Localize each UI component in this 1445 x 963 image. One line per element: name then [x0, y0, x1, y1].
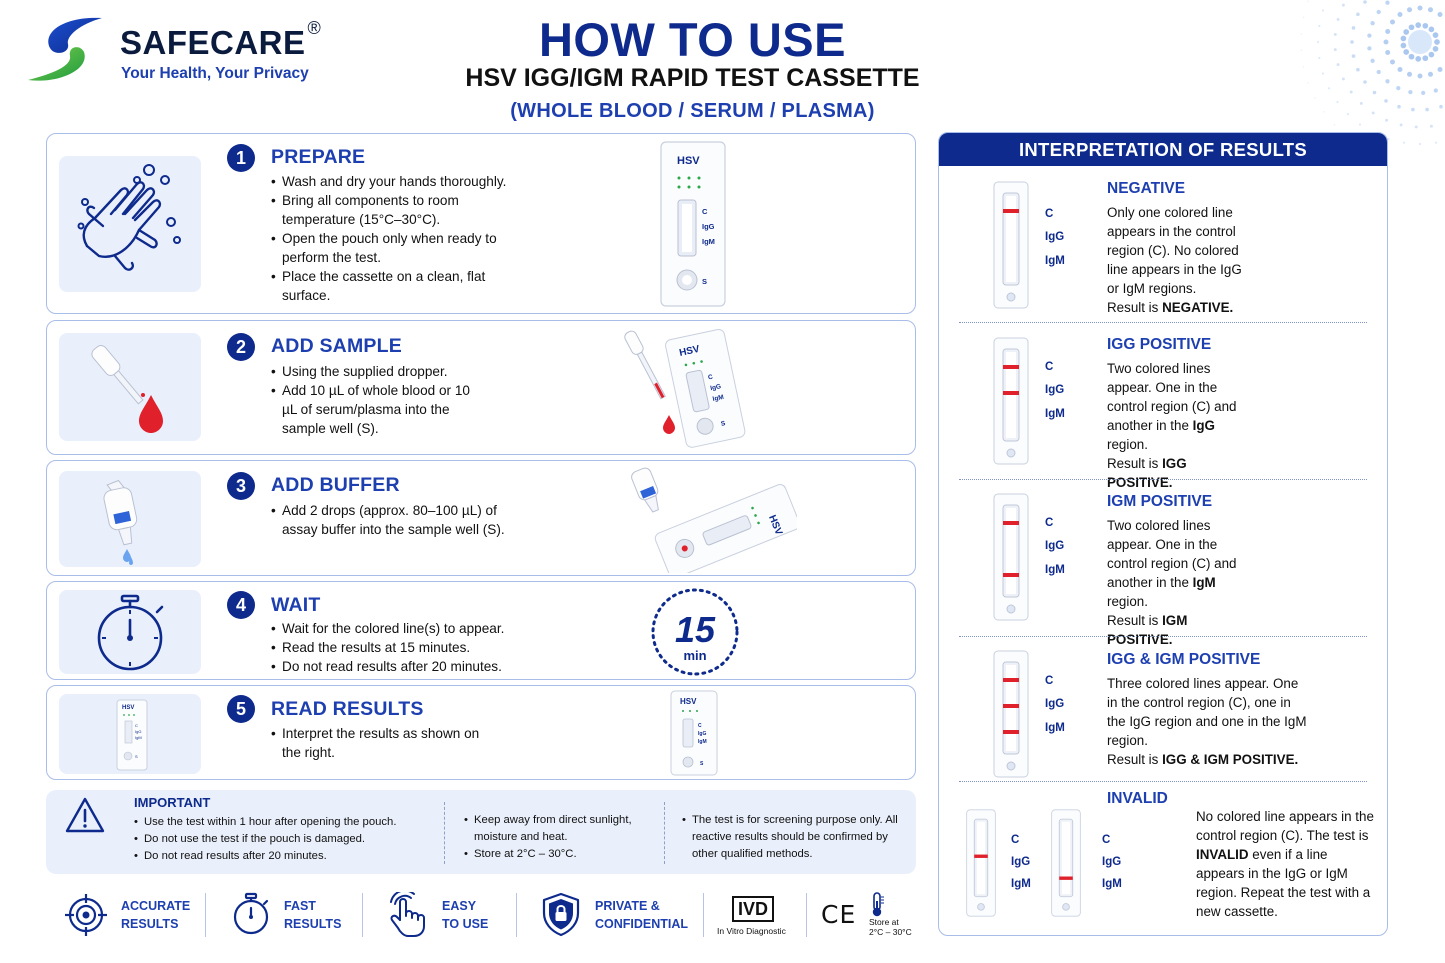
burst-dot [1408, 90, 1412, 94]
burst-dot [1425, 108, 1429, 112]
result-line-igm [1059, 877, 1073, 880]
cassette-label-igm: IgM [135, 735, 142, 740]
burst-dot [1422, 23, 1428, 29]
label-c: C [1011, 834, 1020, 846]
burst-dot [1439, 105, 1443, 109]
cassette-label-igg: IgG [698, 731, 707, 737]
burst-dot [1360, 102, 1363, 105]
cassette-label-igg: IgG [702, 222, 715, 231]
result-description: No colored line appears in the control region (C). The test is INVALID even if a line appears in the IgG or IgM region. Repeat the test with a new cassette. [1196, 809, 1374, 919]
result-title: IGM POSITIVE [1107, 493, 1213, 510]
feature-accurate: ACCURATE RESULTS [121, 899, 191, 931]
ce-mark: CE [821, 900, 857, 929]
step-card-wait [46, 581, 916, 680]
result-line-igm [1003, 573, 1019, 577]
dotted-burst-decoration [1235, 0, 1445, 150]
burst-dot [1377, 70, 1381, 74]
burst-dot [1336, 101, 1338, 103]
burst-dot [1407, 7, 1412, 12]
cassette-illustration [670, 690, 718, 776]
result-description: Only one colored line appears in the control region (C). No colored line appears in the IgG or IgM regions. Result is NEGATIVE. [1107, 205, 1242, 315]
step-title: ADD BUFFER [271, 474, 400, 496]
cassette-brand: HSV [677, 155, 700, 167]
step-thumbnail [59, 333, 201, 441]
burst-dot [1307, 1, 1309, 3]
sample-well [1007, 293, 1015, 301]
burst-dot [1400, 123, 1403, 126]
burst-dot [1301, 33, 1303, 35]
burst-dot [1398, 12, 1403, 17]
important-list-2 [464, 812, 664, 863]
important-item: • Do not use the test if the pouch is damaged. [134, 831, 434, 848]
label-igg: IgG [1045, 384, 1065, 396]
burst-dot [1396, 86, 1400, 90]
result-cassette [993, 181, 1029, 309]
step-card-add-sample [46, 320, 916, 455]
result-igm-positive [939, 485, 1388, 647]
result-line-igg [974, 855, 988, 858]
burst-dot [1347, 113, 1349, 115]
burst-dot [1428, 72, 1433, 77]
label-igm: IgM [1045, 255, 1065, 267]
burst-dot [1342, 4, 1345, 7]
step-number: 2 [227, 333, 255, 361]
burst-dot [1334, 33, 1337, 36]
divider [959, 636, 1367, 637]
burst-dot [1438, 67, 1443, 72]
step-instructions [271, 724, 486, 762]
instruction-item: • Bring all components to room temperature (15°C–30°C). [271, 191, 531, 229]
timer-badge [647, 586, 743, 678]
important-notice [46, 790, 916, 874]
burst-dot [1415, 56, 1421, 62]
burst-dot [1337, 63, 1340, 66]
step-thumbnail [59, 156, 201, 292]
step-instructions [271, 619, 591, 676]
cassette-brand: HSV [766, 513, 785, 537]
cassette-label-s: S [720, 420, 727, 428]
sample-well [1007, 605, 1015, 613]
step-instructions [271, 362, 486, 438]
results-panel [938, 132, 1388, 936]
instruction-item: • Add 2 drops (approx. 80–100 µL) of assay buffer into the sample well (S). [271, 501, 511, 539]
cassette-brand: HSV [680, 697, 697, 706]
burst-dot [1429, 27, 1435, 33]
burst-dot [1370, 59, 1374, 63]
burst-dot [1352, 26, 1356, 30]
burst-dot [1385, 29, 1390, 34]
timer-unit: min [683, 648, 707, 663]
divider [205, 893, 206, 937]
result-description: Three colored lines appear. One in the control region (C), one in the IgG region and one in the IgM region. Result is IGG & IGM POSITIVE. [1107, 676, 1307, 767]
step-instructions [271, 501, 511, 539]
label-igm: IgM [1011, 878, 1031, 890]
result-line-c [1003, 209, 1019, 213]
result-cassette [993, 493, 1029, 621]
storage-condition: Store at 2°C – 30°C [869, 917, 912, 937]
divider [444, 802, 445, 864]
dropper-and-cassette-illustration [607, 323, 757, 451]
warning-icon [64, 796, 106, 834]
step-thumbnail [59, 590, 201, 674]
label-igm: IgM [1045, 564, 1065, 576]
step-title: READ RESULTS [271, 698, 424, 720]
burst-dot [1385, 79, 1389, 83]
stopwatch-icon [59, 590, 201, 674]
step-title: PREPARE [271, 146, 366, 168]
result-negative [939, 173, 1388, 323]
cassette-icon [59, 694, 201, 774]
result-line-c [1003, 365, 1019, 369]
important-item: • Use the test within 1 hour after opening the pouch. [134, 814, 434, 831]
burst-dot [1303, 17, 1305, 19]
burst-dot [1397, 105, 1401, 109]
result-description: Two colored lines appear. One in the control region (C) and another in the IgG region. Result is IGG POSITIVE. [1107, 361, 1237, 490]
burst-dot [1367, 33, 1371, 37]
label-c: C [1102, 834, 1111, 846]
cassette-brand: HSV [122, 705, 135, 711]
sample-well [1007, 762, 1015, 770]
burst-dot [1429, 52, 1435, 58]
step-thumbnail [59, 694, 201, 774]
burst-dot [1314, 97, 1316, 99]
result-title: IGG POSITIVE [1107, 336, 1212, 353]
burst-dot [1377, 10, 1381, 14]
burst-dot [1356, 13, 1360, 17]
instruction-item: • Wash and dry your hands thoroughly. [271, 172, 531, 191]
label-c: C [1045, 361, 1054, 373]
page-title: HOW TO USE [538, 13, 847, 66]
burst-dot [1435, 142, 1437, 144]
dropper-icon [59, 333, 201, 441]
burst-dot [1438, 12, 1443, 17]
important-list-1 [134, 814, 434, 865]
results-heading: INTERPRETATION OF RESULTS [939, 133, 1387, 166]
burst-dot [1322, 9, 1324, 11]
burst-dot [1415, 125, 1418, 128]
label-igg: IgG [1102, 856, 1122, 868]
burst-dot [1384, 40, 1389, 45]
cassette-label-igm: IgM [712, 393, 725, 404]
important-item: • Store at 2°C – 30°C. [464, 846, 664, 863]
burst-dot [1385, 119, 1388, 122]
burst-dot [1422, 55, 1428, 61]
step-number: 4 [227, 591, 255, 619]
result-line-igm [1003, 730, 1019, 734]
result-cassette [993, 337, 1029, 465]
important-list-3 [682, 812, 904, 863]
feature-fast: FAST RESULTS [284, 899, 342, 931]
burst-dot [1363, 0, 1367, 4]
divider [362, 893, 363, 937]
burst-dot [1418, 74, 1423, 79]
cassette-label-c: C [702, 207, 708, 216]
burst-dot [1301, 50, 1303, 52]
sample-well [978, 904, 985, 911]
step-card-read-results [46, 685, 916, 780]
brand-name: SAFECARE ® [120, 18, 322, 61]
burst-dot [1307, 82, 1309, 84]
important-heading: IMPORTANT [134, 795, 211, 810]
label-c: C [1045, 675, 1054, 687]
step-instructions [271, 172, 531, 305]
cassette-illustration [659, 140, 727, 308]
divider [703, 893, 704, 937]
result-igg-positive [939, 329, 1388, 490]
burst-dot [1403, 142, 1405, 144]
burst-dot [1352, 54, 1356, 58]
burst-dot [1317, 41, 1319, 43]
burst-dot [1323, 111, 1325, 113]
result-cassette [993, 650, 1029, 778]
label-igm: IgM [1045, 408, 1065, 420]
burst-dot [1390, 60, 1395, 65]
stopwatch-icon [230, 892, 272, 936]
divider [959, 322, 1367, 323]
burst-dot [1350, 91, 1353, 94]
cassette-label-igg: IgG [709, 383, 722, 393]
burst-dot [1318, 57, 1320, 59]
feature-private: PRIVATE & CONFIDENTIAL [595, 899, 689, 931]
ivd-badge: IVD [732, 896, 774, 922]
label-igm: IgM [1045, 722, 1065, 734]
cassette-label-c: C [698, 723, 702, 729]
shield-lock-icon [540, 891, 582, 937]
burst-dot [1415, 22, 1421, 28]
test-strip [1006, 508, 1016, 594]
thermometer-icon [868, 892, 886, 918]
cassette-label-c: C [135, 723, 138, 728]
burst-dot [1411, 108, 1415, 112]
burst-dot [1418, 6, 1423, 11]
cassette-label-igm: IgM [702, 237, 715, 246]
burst-dot [1384, 99, 1388, 103]
step-card-add-buffer [46, 460, 916, 576]
result-description: Two colored lines appear. One in the control region (C) and another in the IgM region. Result is IGM POSITIVE. [1107, 518, 1237, 647]
instruction-item: • Read the results at 15 minutes. [271, 638, 591, 657]
label-igg: IgG [1045, 231, 1065, 243]
hand-wash-icon [59, 156, 201, 292]
burst-dot [1403, 29, 1409, 35]
burst-dot [1334, 124, 1336, 126]
instruction-item: • Add 10 µL of whole blood or 10 µL of serum/plasma into the sample well (S). [271, 381, 486, 438]
test-strip [1062, 822, 1070, 895]
result-title: IGG & IGM POSITIVE [1107, 651, 1261, 668]
instruction-item: • Interpret the results as shown on the right. [271, 724, 486, 762]
step-title: ADD SAMPLE [271, 335, 402, 357]
burst-dot [1434, 88, 1438, 92]
burst-dot [1401, 43, 1407, 49]
target-icon [64, 893, 108, 937]
ivd-caption: In Vitro Diagnostic [717, 926, 786, 936]
page-subtitle: HSV IGG/IGM RAPID TEST CASSETTE [465, 64, 920, 92]
burst-dot [1363, 80, 1367, 84]
sample-well [1007, 449, 1015, 457]
specimen-types: (WHOLE BLOOD / SERUM / PLASMA) [510, 100, 875, 122]
burst-core [1408, 30, 1432, 54]
result-title: NEGATIVE [1107, 180, 1186, 197]
burst-dot [1433, 46, 1439, 52]
important-item: • Keep away from direct sunlight, moisture and heat. [464, 812, 664, 846]
burst-dot [1421, 91, 1425, 95]
step-title: WAIT [271, 594, 321, 616]
burst-dot [1434, 39, 1440, 45]
result-cassette [963, 809, 999, 917]
instruction-item: • Wait for the colored line(s) to appear. [271, 619, 591, 638]
buffer-bottle-icon [59, 471, 201, 567]
step-number: 1 [227, 144, 255, 172]
burst-dot [1318, 25, 1320, 27]
result-cassette [1048, 809, 1084, 917]
divider [664, 802, 665, 864]
cassette-brand: HSV [678, 343, 701, 359]
divider [959, 781, 1367, 782]
cassette-label-igg: IgG [135, 729, 142, 734]
burst-dot [1373, 91, 1377, 95]
burst-dot [1398, 67, 1403, 72]
burst-dot [1322, 72, 1324, 74]
burst-dot [1433, 32, 1439, 38]
timer-value: 15 [674, 609, 716, 650]
result-line-c [1003, 678, 1019, 682]
cassette-label-igm: IgM [698, 739, 707, 745]
cassette-label-c: C [707, 373, 714, 382]
step-number: 3 [227, 472, 255, 500]
divider [516, 893, 517, 937]
buffer-and-cassette-illustration [627, 463, 797, 573]
label-igg: IgG [1045, 540, 1065, 552]
sample-well [1063, 904, 1070, 911]
burst-dot [1337, 18, 1340, 21]
burst-dot [1328, 87, 1330, 89]
burst-dot [1356, 68, 1360, 72]
feature-easy: EASY TO USE [442, 899, 489, 931]
label-c: C [1045, 208, 1054, 220]
burst-dot [1367, 46, 1371, 50]
result-line-igg [1003, 704, 1019, 708]
divider [806, 893, 807, 937]
result-line-igg [1003, 391, 1019, 395]
burst-dot [1372, 111, 1375, 114]
burst-dot [1409, 54, 1415, 60]
burst-dot [1385, 1, 1389, 5]
burst-dot [1350, 40, 1354, 44]
burst-dot [1428, 7, 1433, 12]
label-igg: IgG [1011, 856, 1031, 868]
label-igg: IgG [1045, 698, 1065, 710]
result-invalid [939, 787, 1388, 935]
burst-dot [1370, 21, 1374, 25]
burst-dot [1407, 72, 1412, 77]
burst-dot [1409, 24, 1415, 30]
important-item: • The test is for screening purpose only. All reactive results should be confirmed by other qualified methods. [682, 812, 904, 863]
brand-tagline: Your Health, Your Privacy [121, 65, 309, 82]
important-item: • Do not read results after 20 minutes. [134, 848, 434, 865]
result-igg-igm-positive [939, 643, 1388, 779]
divider [959, 479, 1367, 480]
burst-dot [1390, 20, 1395, 25]
burst-dot [1430, 125, 1433, 128]
burst-dot [1385, 50, 1390, 55]
burst-dot [1342, 77, 1345, 80]
result-line-c [1003, 521, 1019, 525]
result-title: INVALID [1107, 790, 1168, 807]
burst-dot [1334, 48, 1337, 51]
label-igm: IgM [1102, 878, 1122, 890]
burst-dot [1419, 143, 1421, 145]
instruction-item: • Using the supplied dropper. [271, 362, 486, 381]
cassette-label-s: S [135, 754, 138, 759]
step-thumbnail [59, 471, 201, 567]
cassette-label-s: S [700, 761, 704, 767]
touch-hand-icon [386, 892, 430, 938]
burst-dot [1303, 66, 1305, 68]
cassette-label-s: S [702, 277, 708, 286]
label-c: C [1045, 517, 1054, 529]
step-number: 5 [227, 695, 255, 723]
burst-dot [1403, 49, 1409, 55]
instruction-item: • Open the pouch only when ready to perform the test. [271, 229, 531, 267]
burst-dot [1401, 36, 1407, 42]
burst-dot [1359, 123, 1361, 125]
test-strip [1006, 196, 1016, 282]
instruction-item: • Place the cassette on a clean, flat surface. [271, 267, 531, 305]
instruction-item: • Do not read results after 20 minutes. [271, 657, 591, 676]
step-card-prepare [46, 133, 916, 314]
